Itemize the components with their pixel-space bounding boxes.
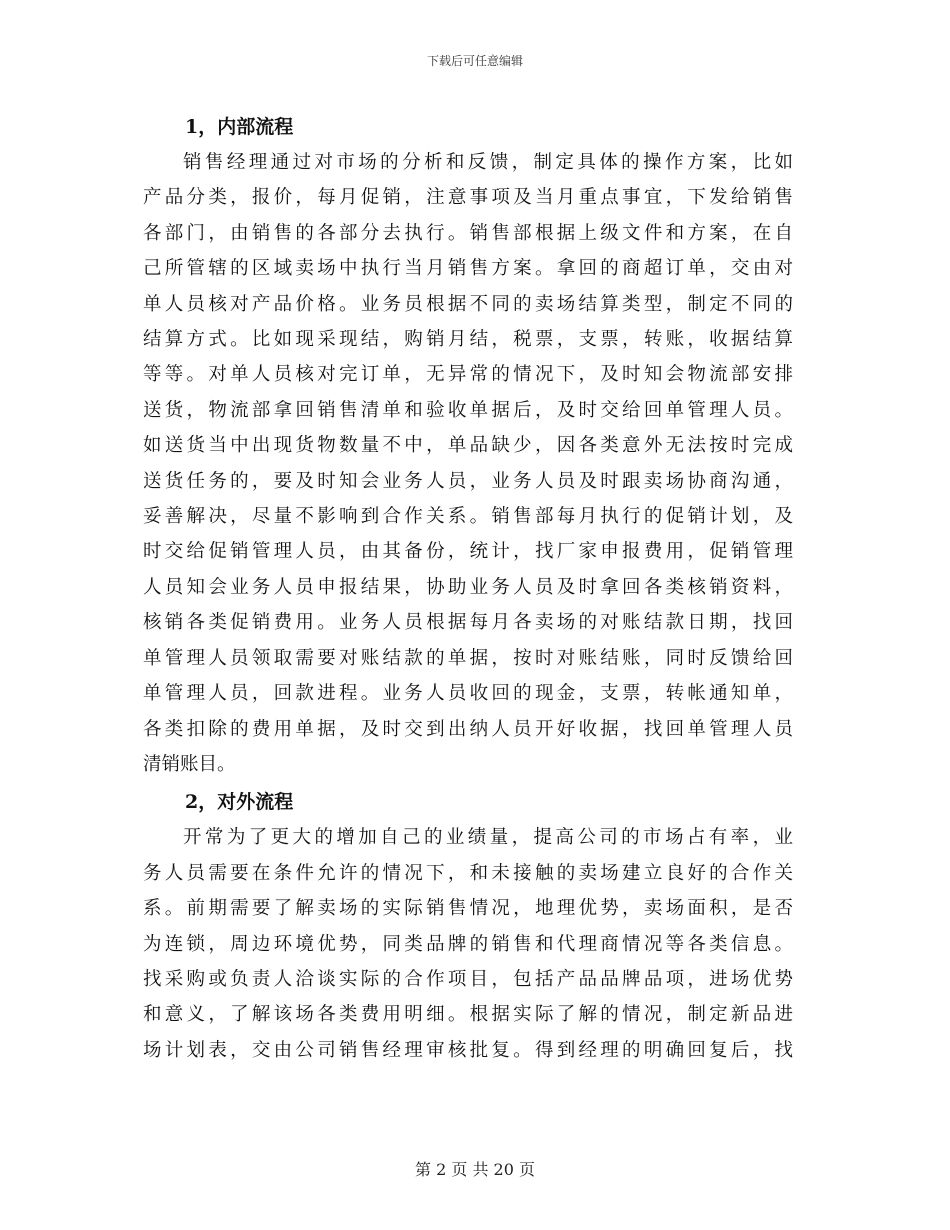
paragraph-line: 己所管辖的区域卖场中执行当月销售方案。拿回的商超订单，交由对 bbox=[143, 258, 793, 280]
paragraph-line: 单管理人员，回款进程。业务人员收回的现金，支票，转帐通知单， bbox=[143, 683, 793, 705]
paragraph-line: 结算方式。比如现采现结，购销月结，税票，支票，转账，收据结算 bbox=[143, 329, 793, 351]
paragraph-line: 各部门，由销售的各部分去执行。销售部根据上级文件和方案，在自 bbox=[143, 222, 793, 244]
document-body bbox=[143, 109, 793, 1070]
paragraph-line: 单管理人员领取需要对账结款的单据，按时对账结账，同时反馈给回 bbox=[143, 647, 793, 669]
paragraph-line: 为连锁，周边环境优势，同类品牌的销售和代理商情况等各类信息。 bbox=[143, 933, 793, 955]
paragraph-line: 送货任务的，要及时知会业务人员，业务人员及时跟卖场协商沟通， bbox=[143, 470, 793, 492]
paragraph-line: 清销账目。 bbox=[143, 753, 236, 775]
paragraph-line: 销售经理通过对市场的分析和反馈，制定具体的操作方案，比如 bbox=[183, 152, 793, 173]
paragraph-line: 系。前期需要了解卖场的实际销售情况，地理优势，卖场面积，是否 bbox=[143, 898, 793, 920]
page-header: 下载后可任意编辑 bbox=[426, 54, 523, 68]
paragraph-line: 时交给促销管理人员，由其备份，统计，找厂家申报费用，促销管理 bbox=[143, 541, 793, 563]
paragraph-line: 核销各类促销费用。业务人员根据每月各卖场的对账结款日期，找回 bbox=[143, 612, 793, 634]
paragraph-line: 妥善解决，尽量不影响到合作关系。销售部每月执行的促销计划，及 bbox=[143, 506, 793, 528]
section-heading-external-process: 2，对外流程 bbox=[185, 791, 294, 814]
paragraph-line: 务人员需要在条件允许的情况下，和未接触的卖场建立良好的合作关 bbox=[143, 862, 793, 884]
paragraph-line: 人员知会业务人员申报结果，协助业务人员及时拿回各类核销资料， bbox=[143, 576, 793, 598]
paragraph-line: 找采购或负责人洽谈实际的合作项目，包括产品品牌品项，进场优势 bbox=[143, 968, 793, 990]
section-paragraph-external-process bbox=[143, 820, 793, 1068]
paragraph-line: 场计划表，交由公司销售经理审核批复。得到经理的明确回复后，找 bbox=[143, 1039, 793, 1061]
section-paragraph-internal-process bbox=[143, 145, 793, 782]
paragraph-line: 单人员核对产品价格。业务员根据不同的卖场结算类型，制定不同的 bbox=[143, 293, 793, 315]
paragraph-line: 等等。对单人员核对完订单，无异常的情况下，及时知会物流部安排 bbox=[143, 364, 793, 386]
paragraph-line: 如送货当中出现货物数量不中，单品缺少，因各类意外无法按时完成 bbox=[143, 435, 793, 457]
paragraph-line: 开常为了更大的增加自己的业绩量，提高公司的市场占有率，业 bbox=[183, 827, 793, 849]
page-footer: 第 2 页 共 20 页 bbox=[415, 1160, 535, 1179]
paragraph-line: 产品分类，报价，每月促销，注意事项及当月重点事宜，下发给销售 bbox=[143, 187, 793, 209]
section-heading-internal-process: 1，内部流程 bbox=[185, 116, 294, 138]
paragraph-line: 各类扣除的费用单据，及时交到出纳人员开好收据，找回单管理人员 bbox=[143, 718, 793, 740]
paragraph-line: 和意义，了解该场各类费用明细。根据实际了解的情况，制定新品进 bbox=[143, 1004, 793, 1026]
paragraph-line: 送货，物流部拿回销售清单和验收单据后，及时交给回单管理人员。 bbox=[143, 399, 793, 421]
